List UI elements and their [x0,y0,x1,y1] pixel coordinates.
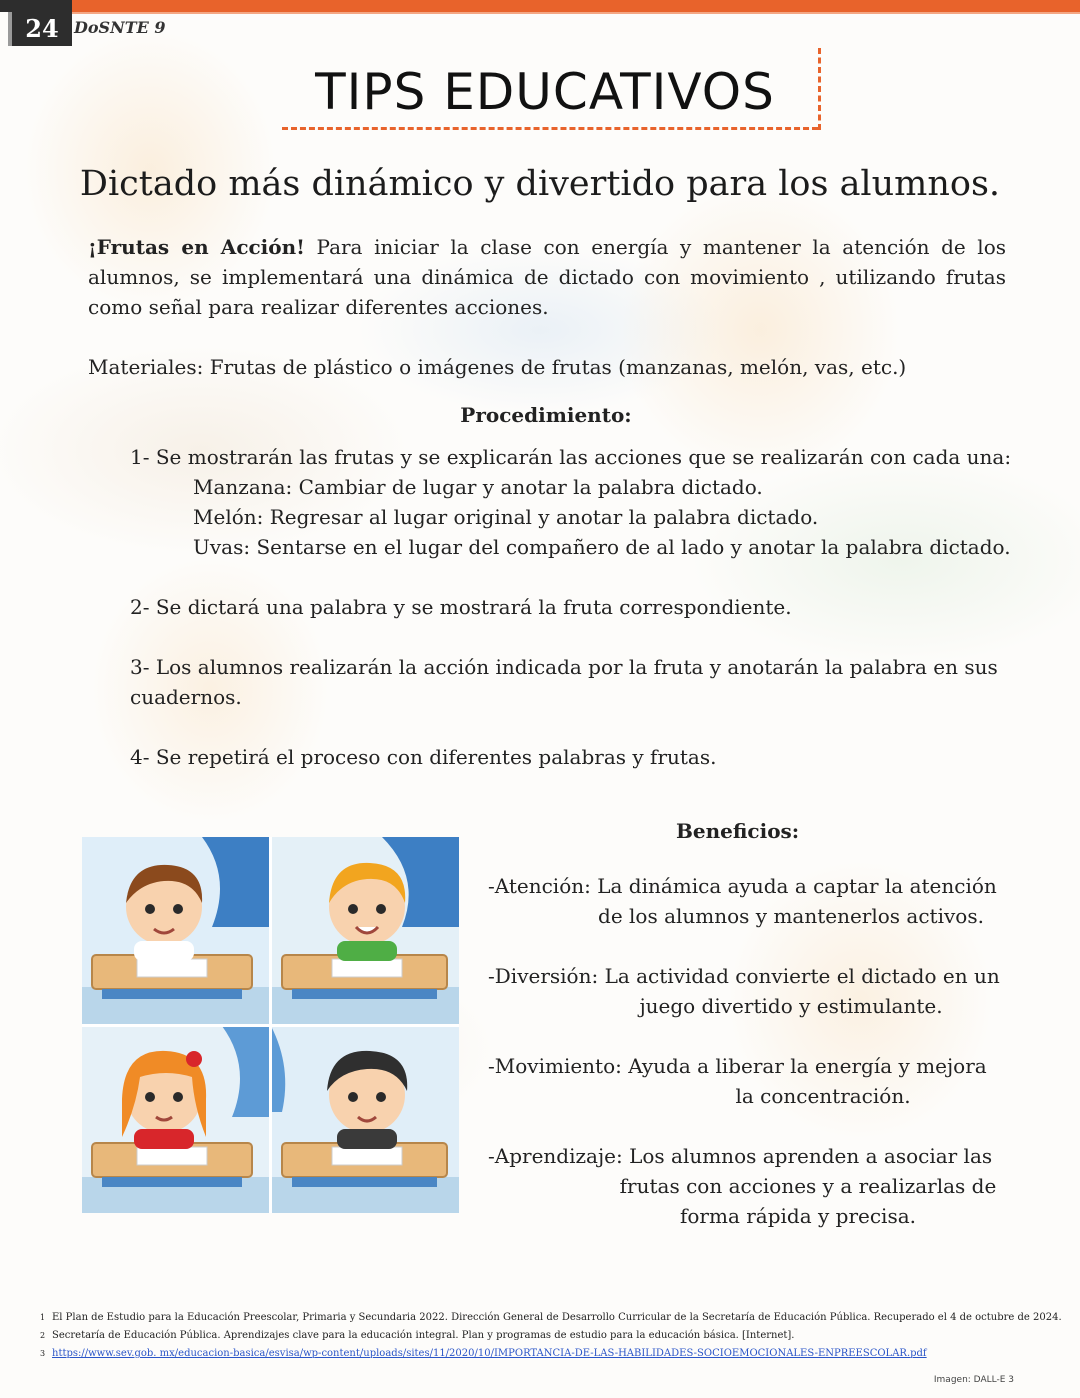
benefit-diversion-line1: -Diversión: La actividad convierte el dictado en un [488,964,1000,988]
procedure-item-manzana: Manzana: Cambiar de lugar y anotar la palabra dictado. [193,475,763,499]
benefit-movimiento-line1: -Movimiento: Ayuda a liberar la energía y mejora [488,1054,987,1078]
title-dashed-divider [818,48,821,130]
benefit-aprendizaje-line3: forma rápida y precisa. [679,1204,916,1228]
footnote-text: El Plan de Estudio para la Educación Preescolar, Primaria y Secundaria 2022. Dirección General de Desarrollo Curricular de la Secretaría de Educación Pública. Recuperado el 4 de octubre de 2024. [52,1312,1062,1323]
intro-lead: ¡Frutas en Acción! [88,235,305,259]
benefit-aprendizaje-line1: -Aprendizaje: Los alumnos aprenden a asociar las [488,1144,993,1168]
footnote-text: Secretaría de Educación Pública. Aprendizajes clave para la educación integral. Plan y programas de estudio para la educación básica. [Internet]. [52,1330,795,1341]
procedure-step-3: 3- Los alumnos realizarán la acción indicada por la fruta y anotarán la palabra en sus cuadernos. [130,655,998,709]
title-dashed-underline [282,127,818,130]
intro-paragraph [88,232,1006,322]
page-title: TIPS EDUCATIVOS [315,63,775,121]
article-subtitle: Dictado más dinámico y divertido para los alumnos. [79,164,1001,204]
materials-line: Materiales: Frutas de plástico o imágenes de frutas (manzanas, melón, vas, etc.) [88,355,907,379]
benefit-aprendizaje-line2: frutas con acciones y a realizarlas de [619,1174,997,1198]
intro-text: Para iniciar la clase con energía y mantener la atención de los alumnos, se implementará una dinámica de dictado con movimiento , utilizando frutas como señal para realizar diferentes acciones. [88,235,1007,319]
footnote-marker: 1 [40,1313,46,1322]
footnote-3 [40,1345,1070,1363]
page-number: 24 [8,12,72,46]
procedure-item-melon: Melón: Regresar al lugar original y anotar la palabra dictado. [193,505,819,529]
footnote-marker: 2 [40,1331,46,1340]
procedure-step-1: 1- Se mostrarán las frutas y se explicarán las acciones que se realizarán con cada una: [130,445,1012,469]
footnote-2 [40,1327,1070,1345]
benefit-movimiento [488,1051,1008,1111]
benefit-atencion [488,871,1008,931]
procedure-step-4: 4- Se repetirá el proceso con diferentes palabras y frutas. [130,745,717,769]
benefit-diversion-line2: juego divertido y estimulante. [639,994,943,1018]
footnotes [40,1309,1070,1363]
image-credit: Imagen: DALL-E 3 [933,1375,1014,1385]
benefits-heading: Beneficios: [676,819,800,843]
benefit-atencion-line2: de los alumnos y mantenerlos activos. [598,904,984,928]
footnote-marker: 3 [40,1349,46,1358]
classroom-kids-image [82,837,459,1213]
footnote-1 [40,1309,1070,1327]
footnote-link[interactable]: https://www.sev.gob. mx/educacion-basica/esvisa/wp-content/uploads/sites/11/2020/10/IMPORTANCIA-DE-LAS-HABILIDADES-SOCIOEMOCIONALES-ENPREESCOLAR.pdf [52,1348,927,1359]
benefit-aprendizaje [488,1141,1008,1231]
benefit-atencion-line1: -Atención: La dinámica ayuda a captar la atención [488,874,997,898]
top-bar [0,0,1080,12]
benefit-movimiento-line2: la concentración. [735,1084,911,1108]
procedure-step-2: 2- Se dictará una palabra y se mostrará la fruta correspondiente. [130,595,792,619]
benefit-diversion [488,961,1008,1021]
publication-name: DoSNTE 9 [74,18,166,37]
procedure-item-uvas: Uvas: Sentarse en el lugar del compañero de al lado y anotar la palabra dictado. [193,535,1011,559]
procedure-heading: Procedimiento: [460,403,632,427]
